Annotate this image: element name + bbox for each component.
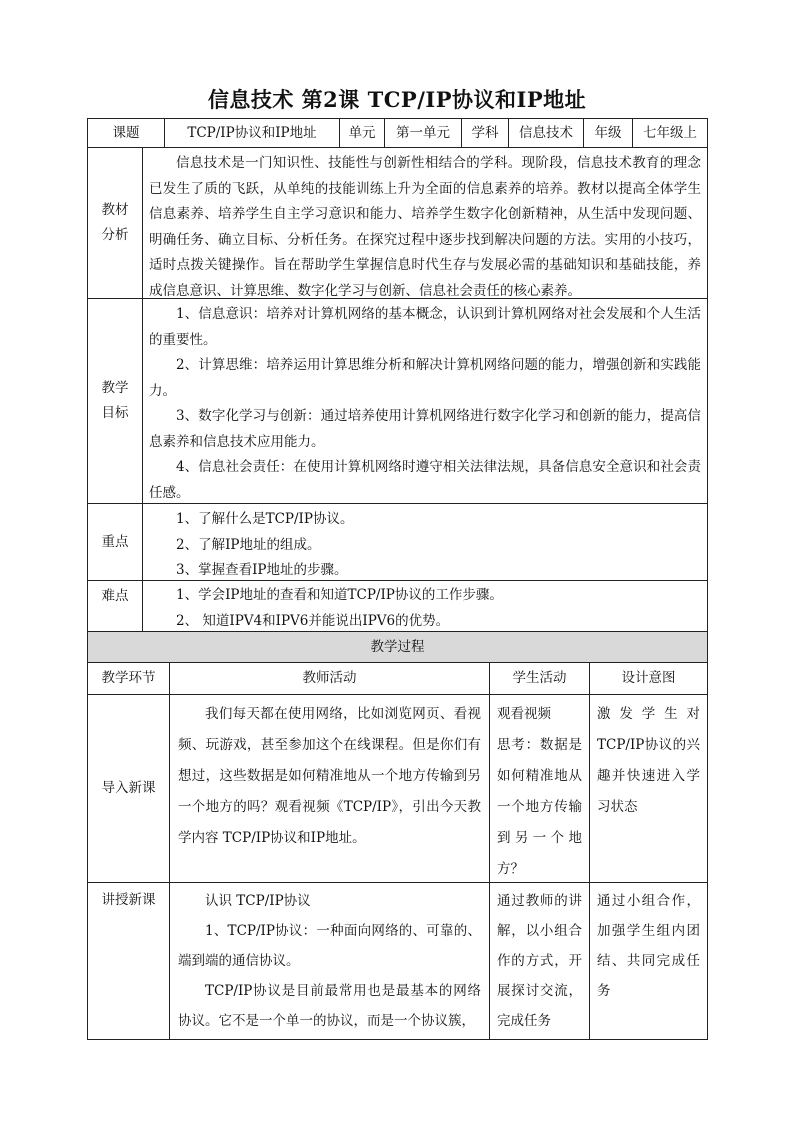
stage-new-lesson: 讲授新课 xyxy=(87,882,170,1040)
key-point-item: 3、掌握查看IP地址的步骤。 xyxy=(176,562,348,578)
difficulty-item: 1、学会IP地址的查看和知道TCP/IP协议的工作步骤。 xyxy=(176,587,503,603)
label-grade: 年级 xyxy=(583,118,633,148)
label-goals: 教学 目标 xyxy=(87,298,143,504)
col-intent: 设计意图 xyxy=(589,662,708,695)
label-unit: 单元 xyxy=(339,118,385,148)
key-point-item: 1、了解什么是TCP/IP协议。 xyxy=(176,511,354,527)
col-stage: 教学环节 xyxy=(87,662,170,695)
subject-value: 信息技术 xyxy=(508,118,584,148)
student-activity-intro: 观看视频 思考：数据是如何精准地从一个地方传输到另一个地方？ xyxy=(489,694,590,883)
label-key-points: 重点 xyxy=(87,503,143,581)
label-difficulties: 难点 xyxy=(87,580,143,632)
design-intent-new-lesson: 通过小组合作，加强学生组内团结、共同完成任务 xyxy=(589,882,708,1040)
teacher-activity-intro: 我们每天都在使用网络，比如浏览网页、看视频、玩游戏，甚至参加这个在线课程。但是你们有想过，这些数据是如何精准地从一个地方传输到另一个地方的吗？观看视频《TCP/IP》，引出今天教学内容 TCP/IP协议和IP地址。 xyxy=(169,694,490,883)
stage-intro: 导入新课 xyxy=(87,694,170,883)
label-subject: 学科 xyxy=(461,118,509,148)
key-point-item: 2、了解IP地址的组成。 xyxy=(176,536,321,553)
goal-item: 3、数字化学习与创新：通过培养使用计算机网络进行数字化学习和创新的能力，提高信息素养和信息技术应用能力。 xyxy=(149,408,701,450)
student-activity-new-lesson: 通过教师的讲解，以小组合作的方式，开展探讨交流，完成任务 xyxy=(489,882,590,1040)
goal-item: 4、信息社会责任：在使用计算机网络时遵守相关法律法规，具备信息安全意识和社会责任感。 xyxy=(149,459,701,501)
difficulty-item: 2、 知道IPV4和IPV6并能说出IPV6的优势。 xyxy=(176,612,450,629)
grade-value: 七年级上 xyxy=(632,118,708,148)
topic-value: TCP/IP协议和IP地址 xyxy=(164,118,340,148)
goal-item: 2、计算思维：培养运用计算思维分析和解决计算机网络问题的能力，增强创新和实践能力。 xyxy=(149,357,701,399)
teacher-activity-new-lesson: 认识 TCP/IP协议 1、TCP/IP协议：一种面向网络的、可靠的、端到端的通信协议。 TCP/IP协议是目前最常用也是最基本的网络协议。它不是一个单一的协议，而是一个协议簇， xyxy=(169,882,490,1040)
document-title: 信息技术 第2课 TCP/IP协议和IP地址 xyxy=(207,87,587,112)
goals-list xyxy=(142,298,708,504)
col-student: 学生活动 xyxy=(489,662,590,695)
key-points-list xyxy=(142,503,708,581)
goal-item: 1、信息意识：培养对计算机网络的基本概念，认识到计算机网络对社会发展和个人生活的重要性。 xyxy=(149,306,701,348)
label-topic: 课题 xyxy=(87,118,165,148)
col-teacher: 教师活动 xyxy=(169,662,490,695)
unit-value: 第一单元 xyxy=(384,118,462,148)
analysis-text: 信息技术是一门知识性、技能性与创新性相结合的学科。现阶段，信息技术教育的理念已发生了质的飞跃，从单纯的技能训练上升为全面的信息素养的培养。教材以提高全体学生信息素养、培养学生自主学习意识和能力、培养学生数字化创新精神，从生活中发现问题、明确任务、确立目标、分析任务。在探究过程中逐步找到解决问题的方法。实用的小技巧，适时点拨关键操作。旨在帮助学生掌握信息时代生存与发展必需的基础知识和基础技能，养成信息意识、计算思维、数字化学习与创新、信息社会责任的核心素养。 xyxy=(142,147,708,299)
label-analysis: 教材 分析 xyxy=(87,147,143,299)
design-intent-intro: 激发学生对TCP/IP协议的兴趣并快速进入学习状态 xyxy=(589,694,708,883)
difficulties-list xyxy=(142,580,708,632)
process-title: 教学过程 xyxy=(87,631,708,663)
